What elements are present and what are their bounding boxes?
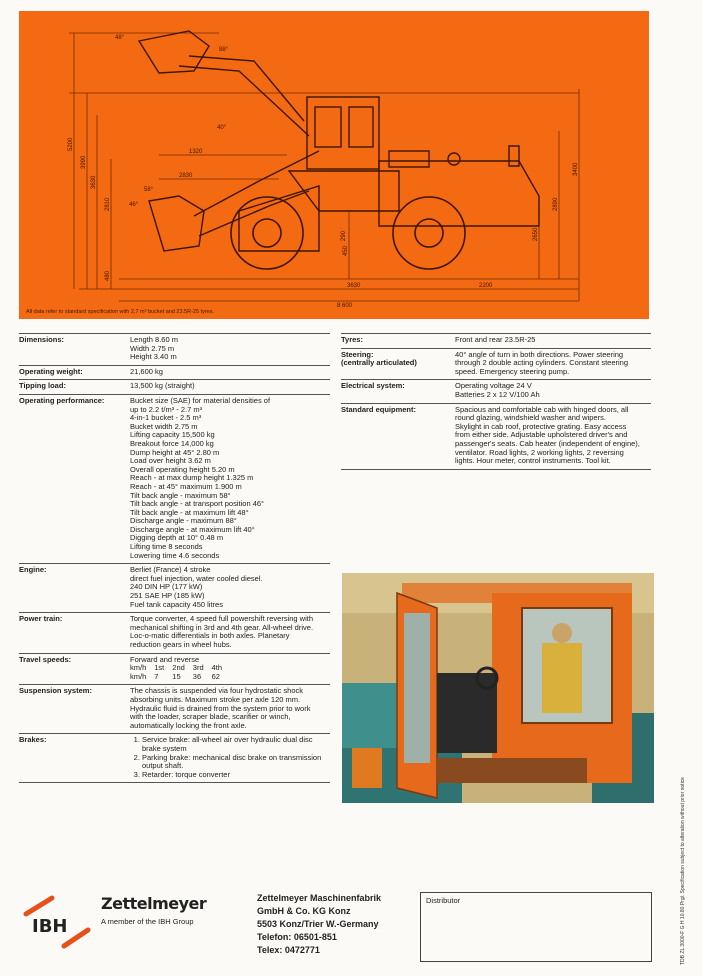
spec-line: Batteries 2 x 12 V/100 Ah [455, 389, 540, 399]
spec-line: Discharge angle - at maximum lift 40° [130, 524, 255, 534]
speeds-cell: 3rd [192, 663, 204, 673]
speeds-cell: 62 [211, 671, 220, 681]
spec-label: Steering: [341, 349, 374, 359]
spec-line: 13,500 kg (straight) [130, 381, 195, 391]
angle-88: 88° [219, 47, 229, 53]
side-note-text: TDB ZL 3000-F G H 10.80 Prgl. Specification subject to alteration without prior notice [680, 777, 686, 965]
speeds-cell: km/h [130, 663, 147, 673]
angle-58: 58° [144, 187, 154, 193]
spec-line: Discharge angle - maximum 88° [130, 516, 237, 526]
brakes-list [130, 736, 330, 779]
dim-3630b: 3630 [347, 283, 361, 289]
speeds-table [130, 664, 230, 681]
spec-divider [341, 469, 651, 470]
dimension-diagram-panel [19, 11, 649, 319]
spec-row-engine [19, 563, 330, 612]
dim-2830: 2830 [179, 173, 193, 179]
spec-line: speed. Emergency steering pump. [455, 366, 570, 376]
spec-line: passenger's seats. Cab heater (independent of engine), [455, 438, 640, 448]
speeds-cell: km/h [130, 671, 147, 681]
angle-46: 46° [129, 202, 139, 208]
spec-label: Tipping load: [19, 381, 66, 391]
spec-line: Tilt back angle - at transport position 46° [130, 499, 265, 509]
dim-3400: 3400 [573, 162, 579, 176]
spec-line: mechanical shifting in 3rd and 4th gear. All-wheel drive. [130, 622, 314, 632]
spec-line: Width 2.75 m [130, 343, 175, 353]
cab-photo-illustration [342, 573, 654, 803]
spec-line: Lifting time 8 seconds [130, 542, 203, 552]
spec-line: automatically locking the front axle. [130, 720, 247, 730]
spec-row-brakes [19, 733, 330, 782]
angle-48: 48° [115, 35, 125, 41]
spec-line: Torque converter, 4 speed full powershift reversing with [130, 614, 314, 624]
spec-row-suspension [19, 684, 330, 733]
spec-row-tyres [341, 333, 651, 348]
spec-line: Front and rear 23.5R-25 [455, 335, 536, 344]
spec-line: Hydraulic fluid is drained from the system prior to work [130, 703, 311, 713]
spec-row-standard-equipment [341, 403, 651, 469]
company-line: Zettelmeyer Maschinenfabrik [257, 893, 382, 903]
dim-2200: 2200 [479, 283, 493, 289]
spec-label: Standard equipment: [341, 404, 417, 414]
spec-row-dimensions [19, 333, 330, 365]
angle-40: 40° [217, 125, 227, 131]
spec-label: Brakes: [19, 735, 47, 745]
spec-line: Digging depth at 10° 0.48 m [130, 533, 224, 543]
speeds-cell: 36 [192, 671, 202, 681]
spec-label: Operating weight: [19, 366, 83, 376]
dim-290: 290 [341, 230, 347, 241]
brakes-item: 2. Parking brake: mechanical disc brake on transmission output shaft. [142, 754, 330, 771]
speeds-value-row [130, 673, 230, 682]
spec-label: Tyres: [341, 335, 363, 344]
brakes-item: 1. Service brake: all-wheel air over hydraulic dual disc brake system [142, 736, 330, 753]
spec-row-travel-speeds [19, 653, 330, 685]
spec-line: Overall operating height 5.20 m [130, 464, 235, 474]
spec-label: Operating performance: [19, 395, 105, 405]
dim-2810: 2810 [105, 197, 111, 211]
spec-line: reduction gears in wheel hubs. [130, 640, 232, 649]
spec-line: through 2 double acting cylinders. Constant steering [455, 358, 629, 368]
speeds-cell: 4th [211, 663, 223, 673]
dim-1320: 1320 [189, 149, 203, 155]
diagram-caption: All data refer to standard specification with 2,7 m³ bucket and 23.5R-25 tyres. [26, 309, 215, 315]
spec-line: 4-in-1 bucket - 2.5 m³ [130, 413, 202, 423]
spec-line: round glazing, windshield washer and wipers. [455, 413, 606, 423]
spec-line: 21,600 kg [130, 366, 163, 376]
specs-left-column [19, 333, 330, 783]
company-address [257, 892, 381, 957]
spec-line: 240 DIN HP (177 kW) [130, 582, 203, 592]
spec-line: direct fuel injection, water cooled diesel. [130, 573, 263, 583]
spec-line: from either side. Adjustable upholstered driver's and [455, 430, 628, 440]
spec-line: Operating voltage 24 V [455, 381, 532, 391]
brand-name: Zettelmeyer [101, 894, 207, 913]
speeds-heading: Forward and reverse [130, 654, 200, 664]
spec-line: Reach - at max dump height 1.325 m [130, 473, 254, 483]
spec-line: Height 3.40 m [130, 352, 177, 362]
spec-line: 251 SAE HP (185 kW) [130, 591, 205, 601]
dim-8600: 8 600 [337, 303, 353, 309]
spec-label: Power train: [19, 614, 63, 624]
speeds-cell: 7 [154, 671, 159, 681]
spec-line: Loc-o-matic differentials in both axles. Planetary [130, 631, 290, 641]
spec-line: absorbing units. Maximum stroke per axle 120 mm. [130, 694, 301, 704]
spec-line: Dump height at 45° 2.80 m [130, 447, 220, 457]
spec-line: Bucket width 2.75 m [130, 421, 198, 431]
spec-line: Spacious and comfortable cab with hinged doors, all [455, 404, 629, 414]
spec-line: ventilator. Road lights, 2 working lights, 2 reversing [455, 447, 624, 457]
dim-2650: 2650 [533, 227, 539, 241]
spec-divider [19, 782, 330, 783]
spec-label: Suspension system: [19, 686, 92, 696]
spec-line: Lowering time 4.6 seconds [130, 550, 220, 560]
company-line: Telefon: 06501-851 [257, 932, 337, 942]
ibh-logo [22, 892, 92, 952]
spec-label: Travel speeds: [19, 654, 72, 664]
spec-line: Tilt back angle - at maximum lift 48° [130, 507, 249, 517]
spec-line: Length 8.60 m [130, 335, 178, 344]
spec-line: The chassis is suspended via four hydrostatic shock [130, 686, 304, 696]
spec-line: with the loader, scraper blade, scarifier or winch, [130, 712, 291, 722]
cab-photo [342, 573, 654, 803]
spec-line: lights. Hour meter, control instruments. Tool kit. [455, 456, 611, 466]
spec-line: Load over height 3.62 m [130, 456, 211, 466]
company-line: GmbH & Co. KG Konz [257, 906, 351, 916]
spec-row-steering [341, 348, 651, 380]
spec-line: Fuel tank capacity 450 litres [130, 599, 223, 609]
dim-480: 480 [105, 270, 111, 281]
spec-line: Tilt back angle - maximum 58° [130, 490, 231, 500]
spec-line: Berliet (France) 4 stroke [130, 565, 211, 575]
specs-right-column [341, 333, 651, 470]
spec-row-operating-performance [19, 394, 330, 563]
dim-5200: 5200 [68, 137, 74, 151]
side-note [670, 645, 684, 965]
spec-label: Dimensions: [19, 335, 65, 344]
company-line: 5503 Konz/Trier W.-Germany [257, 919, 379, 929]
dim-450: 450 [343, 245, 349, 256]
spec-row-tipping-load [19, 379, 330, 394]
spec-line: Breakout force 14,000 kg [130, 438, 214, 448]
spec-label: Electrical system: [341, 381, 405, 391]
spec-line: Bucket size (SAE) for material densities of [130, 395, 271, 405]
speeds-cell: 1st [154, 663, 165, 673]
dim-3630: 3630 [91, 175, 97, 189]
brand-member: A member of the IBH Group [101, 917, 194, 926]
distributor-box [420, 892, 652, 962]
spec-line: Lifting capacity 15,500 kg [130, 430, 215, 440]
speeds-cell: 15 [172, 671, 181, 681]
spec-label: Engine: [19, 565, 47, 575]
dim-3990: 3990 [81, 155, 87, 169]
company-line: Telex: 0472771 [257, 945, 320, 955]
logo-text: IBH [32, 916, 68, 937]
spec-line: Reach - at 45° maximum 1.900 m [130, 481, 242, 491]
loader-dimension-drawing [19, 11, 649, 319]
spec-row-operating-weight [19, 365, 330, 380]
spec-sublabel: (centrally articulated) [341, 358, 417, 368]
spec-line: Skylight in cab roof, protective grating. Easy access [455, 421, 627, 431]
spec-line: 40° angle of turn in both directions. Power steering [455, 349, 624, 359]
spec-row-electrical [341, 379, 651, 402]
brakes-item: 3. Retarder: torque converter [142, 771, 330, 780]
distributor-label: Distributor [426, 896, 461, 905]
spec-row-power-train [19, 612, 330, 652]
dim-2890: 2890 [553, 197, 559, 211]
speeds-cell: 2nd [172, 663, 185, 673]
spec-line: up to 2.2 t/m³ - 2.7 m³ [130, 404, 203, 414]
